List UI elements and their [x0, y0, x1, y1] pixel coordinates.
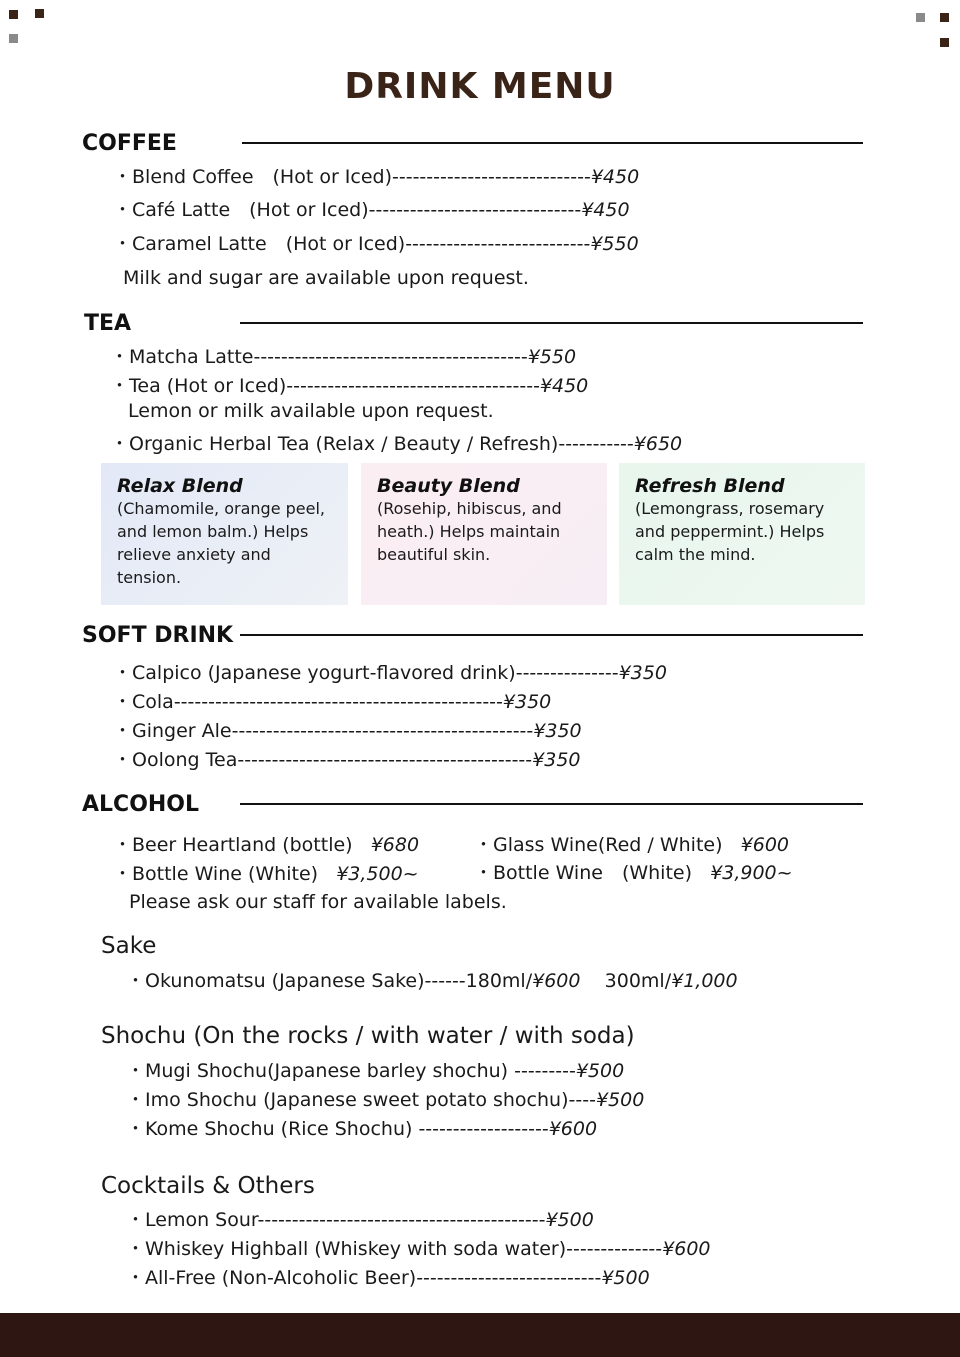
footer-bar	[0, 1313, 960, 1357]
section-heading-alcohol: ALCOHOL	[82, 792, 200, 817]
page-title: DRINK MENU	[344, 66, 616, 107]
section-heading-soft-drink: SOFT DRINK	[82, 623, 234, 648]
section-rule	[240, 803, 863, 805]
subheading-shochu: Shochu (On the rocks / with water / with soda)	[101, 1023, 635, 1049]
subheading-cocktails: Cocktails & Others	[101, 1173, 315, 1199]
menu-item: ・Café Latte (Hot or Iced)-------------------------------¥450	[113, 199, 630, 221]
menu-item: ・Imo Shochu (Japanese sweet potato shochu)----¥500	[126, 1089, 645, 1111]
menu-item: ・Oolong Tea-------------------------------------------¥350	[113, 749, 581, 771]
blend-title: Relax Blend	[117, 475, 243, 497]
corner-square	[35, 9, 44, 18]
menu-item: ・Cola------------------------------------------------¥350	[113, 691, 552, 713]
corner-square	[9, 10, 18, 19]
blend-title: Beauty Blend	[377, 475, 520, 497]
menu-item: ・Caramel Latte (Hot or Iced)---------------------------¥550	[113, 233, 639, 255]
blend-description: (Lemongrass, rosemary and peppermint.) Helps calm the mind.	[635, 499, 825, 564]
menu-item: ・Glass Wine(Red / White) ¥600	[474, 834, 789, 856]
menu-item: ・Ginger Ale--------------------------------------------¥350	[113, 720, 582, 742]
menu-item: ・Organic Herbal Tea (Relax / Beauty / Refresh)-----------¥650	[110, 433, 683, 455]
section-rule	[240, 322, 863, 324]
menu-item: ・Blend Coffee (Hot or Iced)-----------------------------¥450	[113, 166, 640, 188]
blend-title: Refresh Blend	[635, 475, 785, 497]
subheading-sake: Sake	[101, 933, 157, 959]
section-heading-coffee: COFFEE	[82, 131, 177, 156]
menu-item: ・Matcha Latte----------------------------------------¥550	[110, 346, 577, 368]
blend-card-beauty	[361, 463, 607, 605]
coffee-note: Milk and sugar are available upon request.	[123, 267, 529, 289]
menu-item: ・Mugi Shochu(Japanese barley shochu) ---------¥500	[126, 1060, 625, 1082]
alcohol-note: Please ask our staff for available labels.	[129, 891, 507, 913]
menu-item: ・Tea (Hot or Iced)-------------------------------------¥450	[110, 375, 589, 397]
section-rule	[242, 142, 863, 144]
blend-card-refresh	[619, 463, 865, 605]
menu-item: ・Whiskey Highball (Whiskey with soda water)--------------¥600	[126, 1238, 711, 1260]
corner-square	[940, 38, 949, 47]
menu-item: ・Bottle Wine (White) ¥3,500~	[113, 863, 419, 885]
blend-description: (Rosehip, hibiscus, and heath.) Helps maintain beautiful skin.	[377, 499, 562, 564]
tea-note: Lemon or milk available upon request.	[128, 400, 494, 422]
corner-square	[9, 34, 18, 43]
menu-item: ・Okunomatsu (Japanese Sake)------180ml/¥600 300ml/¥1,000	[126, 970, 738, 992]
menu-item: ・Bottle Wine (White) ¥3,900~	[474, 862, 793, 884]
menu-item: ・Beer Heartland (bottle) ¥680	[113, 834, 420, 856]
menu-item: ・Calpico (Japanese yogurt-flavored drink)---------------¥350	[113, 662, 667, 684]
blend-description: (Chamomile, orange peel, and lemon balm.) Helps relieve anxiety and tension.	[117, 499, 325, 587]
section-heading-tea: TEA	[84, 311, 132, 336]
blend-card-relax	[101, 463, 348, 605]
section-rule	[240, 634, 863, 636]
menu-item: ・All-Free (Non-Alcoholic Beer)---------------------------¥500	[126, 1267, 650, 1289]
menu-item: ・Kome Shochu (Rice Shochu) -------------------¥600	[126, 1118, 598, 1140]
corner-square	[916, 13, 925, 22]
menu-item: ・Lemon Sour------------------------------------------¥500	[126, 1209, 594, 1231]
corner-square	[940, 13, 949, 22]
